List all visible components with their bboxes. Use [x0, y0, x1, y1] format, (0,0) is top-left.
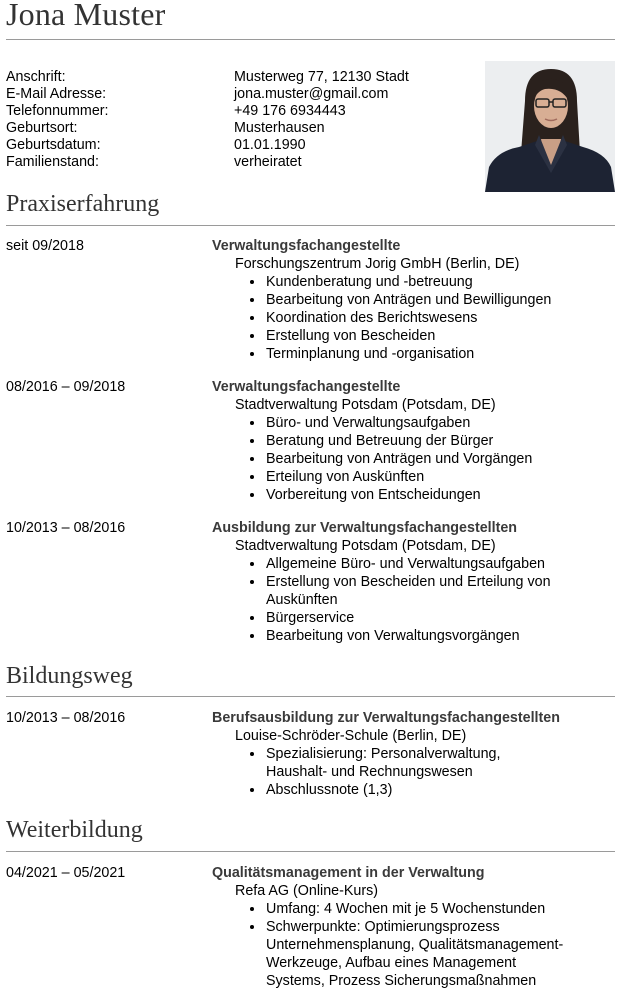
divider — [6, 696, 615, 697]
list-item: • Erteilung von Auskünften — [265, 468, 612, 486]
list-item: • Erstellung von Bescheiden und Erteilung von Auskünften — [265, 573, 560, 609]
list-item: • Schwerpunkte: Optimierungsprozess Unternehmensplanung, Qualitätsmanagement-Werkzeuge, Aufbau eines Management Systems, Prozess Sicherungsmaßnahmen — [265, 918, 575, 990]
contact-label: Anschrift: — [6, 69, 66, 85]
list-item: • Vorbereitung von Entscheidungen — [265, 486, 612, 504]
section-title-experience: Praxiserfahrung — [6, 191, 160, 217]
entry-title: Verwaltungsfachangestellte — [212, 238, 401, 254]
section-title-training: Weiterbildung — [6, 817, 143, 843]
contact-row — [6, 154, 409, 171]
list-item: • Bearbeitung von Anträgen und Bewilligungen — [265, 291, 612, 309]
contact-value: verheiratet — [234, 154, 302, 170]
contact-row — [6, 120, 409, 137]
section-title-education: Bildungsweg — [6, 663, 133, 689]
contact-row — [6, 69, 409, 86]
cv-name: Jona Muster — [6, 0, 166, 32]
entry-organization: Refa AG (Online-Kurs) — [235, 883, 379, 899]
profile-photo — [485, 61, 615, 192]
divider — [6, 39, 615, 40]
list-item: • Koordination des Berichtswesens — [265, 309, 612, 327]
contact-label: Telefonnummer: — [6, 103, 109, 119]
entry-date: 04/2021 – 05/2021 — [6, 865, 126, 881]
entry-bullets — [212, 414, 612, 504]
list-item: • Bearbeitung von Anträgen und Vorgängen — [265, 450, 612, 468]
contact-label: E-Mail Adresse: — [6, 86, 107, 102]
entry-title: Verwaltungsfachangestellte — [212, 379, 401, 395]
contact-table — [6, 69, 409, 171]
list-item: • Umfang: 4 Wochen mit je 5 Wochenstunden — [265, 900, 575, 918]
list-item: • Spezialisierung: Personalverwaltung, Haushalt- und Rechnungswesen — [265, 745, 565, 781]
contact-value: +49 176 6934443 — [234, 103, 346, 119]
entry-organization: Stadtverwaltung Potsdam (Potsdam, DE) — [235, 538, 496, 554]
contact-value: 01.01.1990 — [234, 137, 306, 153]
contact-label: Familienstand: — [6, 154, 99, 170]
list-item: • Bearbeitung von Verwaltungsvorgängen — [265, 627, 560, 645]
entry-bullets — [212, 900, 575, 990]
entry-bullets — [212, 745, 565, 799]
contact-value: Musterhausen — [234, 120, 325, 136]
entry-bullets — [212, 273, 612, 363]
contact-value: Musterweg 77, 12130 Stadt — [234, 69, 409, 85]
entry-date: seit 09/2018 — [6, 238, 84, 254]
contact-label: Geburtsdatum: — [6, 137, 101, 153]
entry-organization: Stadtverwaltung Potsdam (Potsdam, DE) — [235, 397, 496, 413]
entry-organization: Forschungszentrum Jorig GmbH (Berlin, DE) — [235, 256, 520, 272]
list-item: • Abschlussnote (1,3) — [265, 781, 565, 799]
list-item: • Büro- und Verwaltungsaufgaben — [265, 414, 612, 432]
list-item: • Beratung und Betreuung der Bürger — [265, 432, 612, 450]
list-item: • Allgemeine Büro- und Verwaltungsaufgaben — [265, 555, 560, 573]
entry-date: 08/2016 – 09/2018 — [6, 379, 126, 395]
divider — [6, 225, 615, 226]
list-item: • Bürgerservice — [265, 609, 560, 627]
entry-date: 10/2013 – 08/2016 — [6, 710, 126, 726]
contact-row — [6, 86, 409, 103]
list-item: • Kundenberatung und -betreuung — [265, 273, 612, 291]
contact-label: Geburtsort: — [6, 120, 78, 136]
list-item: • Erstellung von Bescheiden — [265, 327, 612, 345]
entry-title: Berufsausbildung zur Verwaltungsfachangestellten — [212, 710, 560, 726]
contact-row — [6, 103, 409, 120]
entry-title: Qualitätsmanagement in der Verwaltung — [212, 865, 485, 881]
entry-bullets — [212, 555, 560, 645]
divider — [6, 851, 615, 852]
portrait-image — [485, 61, 615, 192]
contact-value: jona.muster@gmail.com — [234, 86, 389, 102]
entry-title: Ausbildung zur Verwaltungsfachangestellten — [212, 520, 518, 536]
entry-organization: Louise-Schröder-Schule (Berlin, DE) — [235, 728, 467, 744]
list-item: • Terminplanung und -organisation — [265, 345, 612, 363]
contact-row — [6, 137, 409, 154]
entry-date: 10/2013 – 08/2016 — [6, 520, 126, 536]
